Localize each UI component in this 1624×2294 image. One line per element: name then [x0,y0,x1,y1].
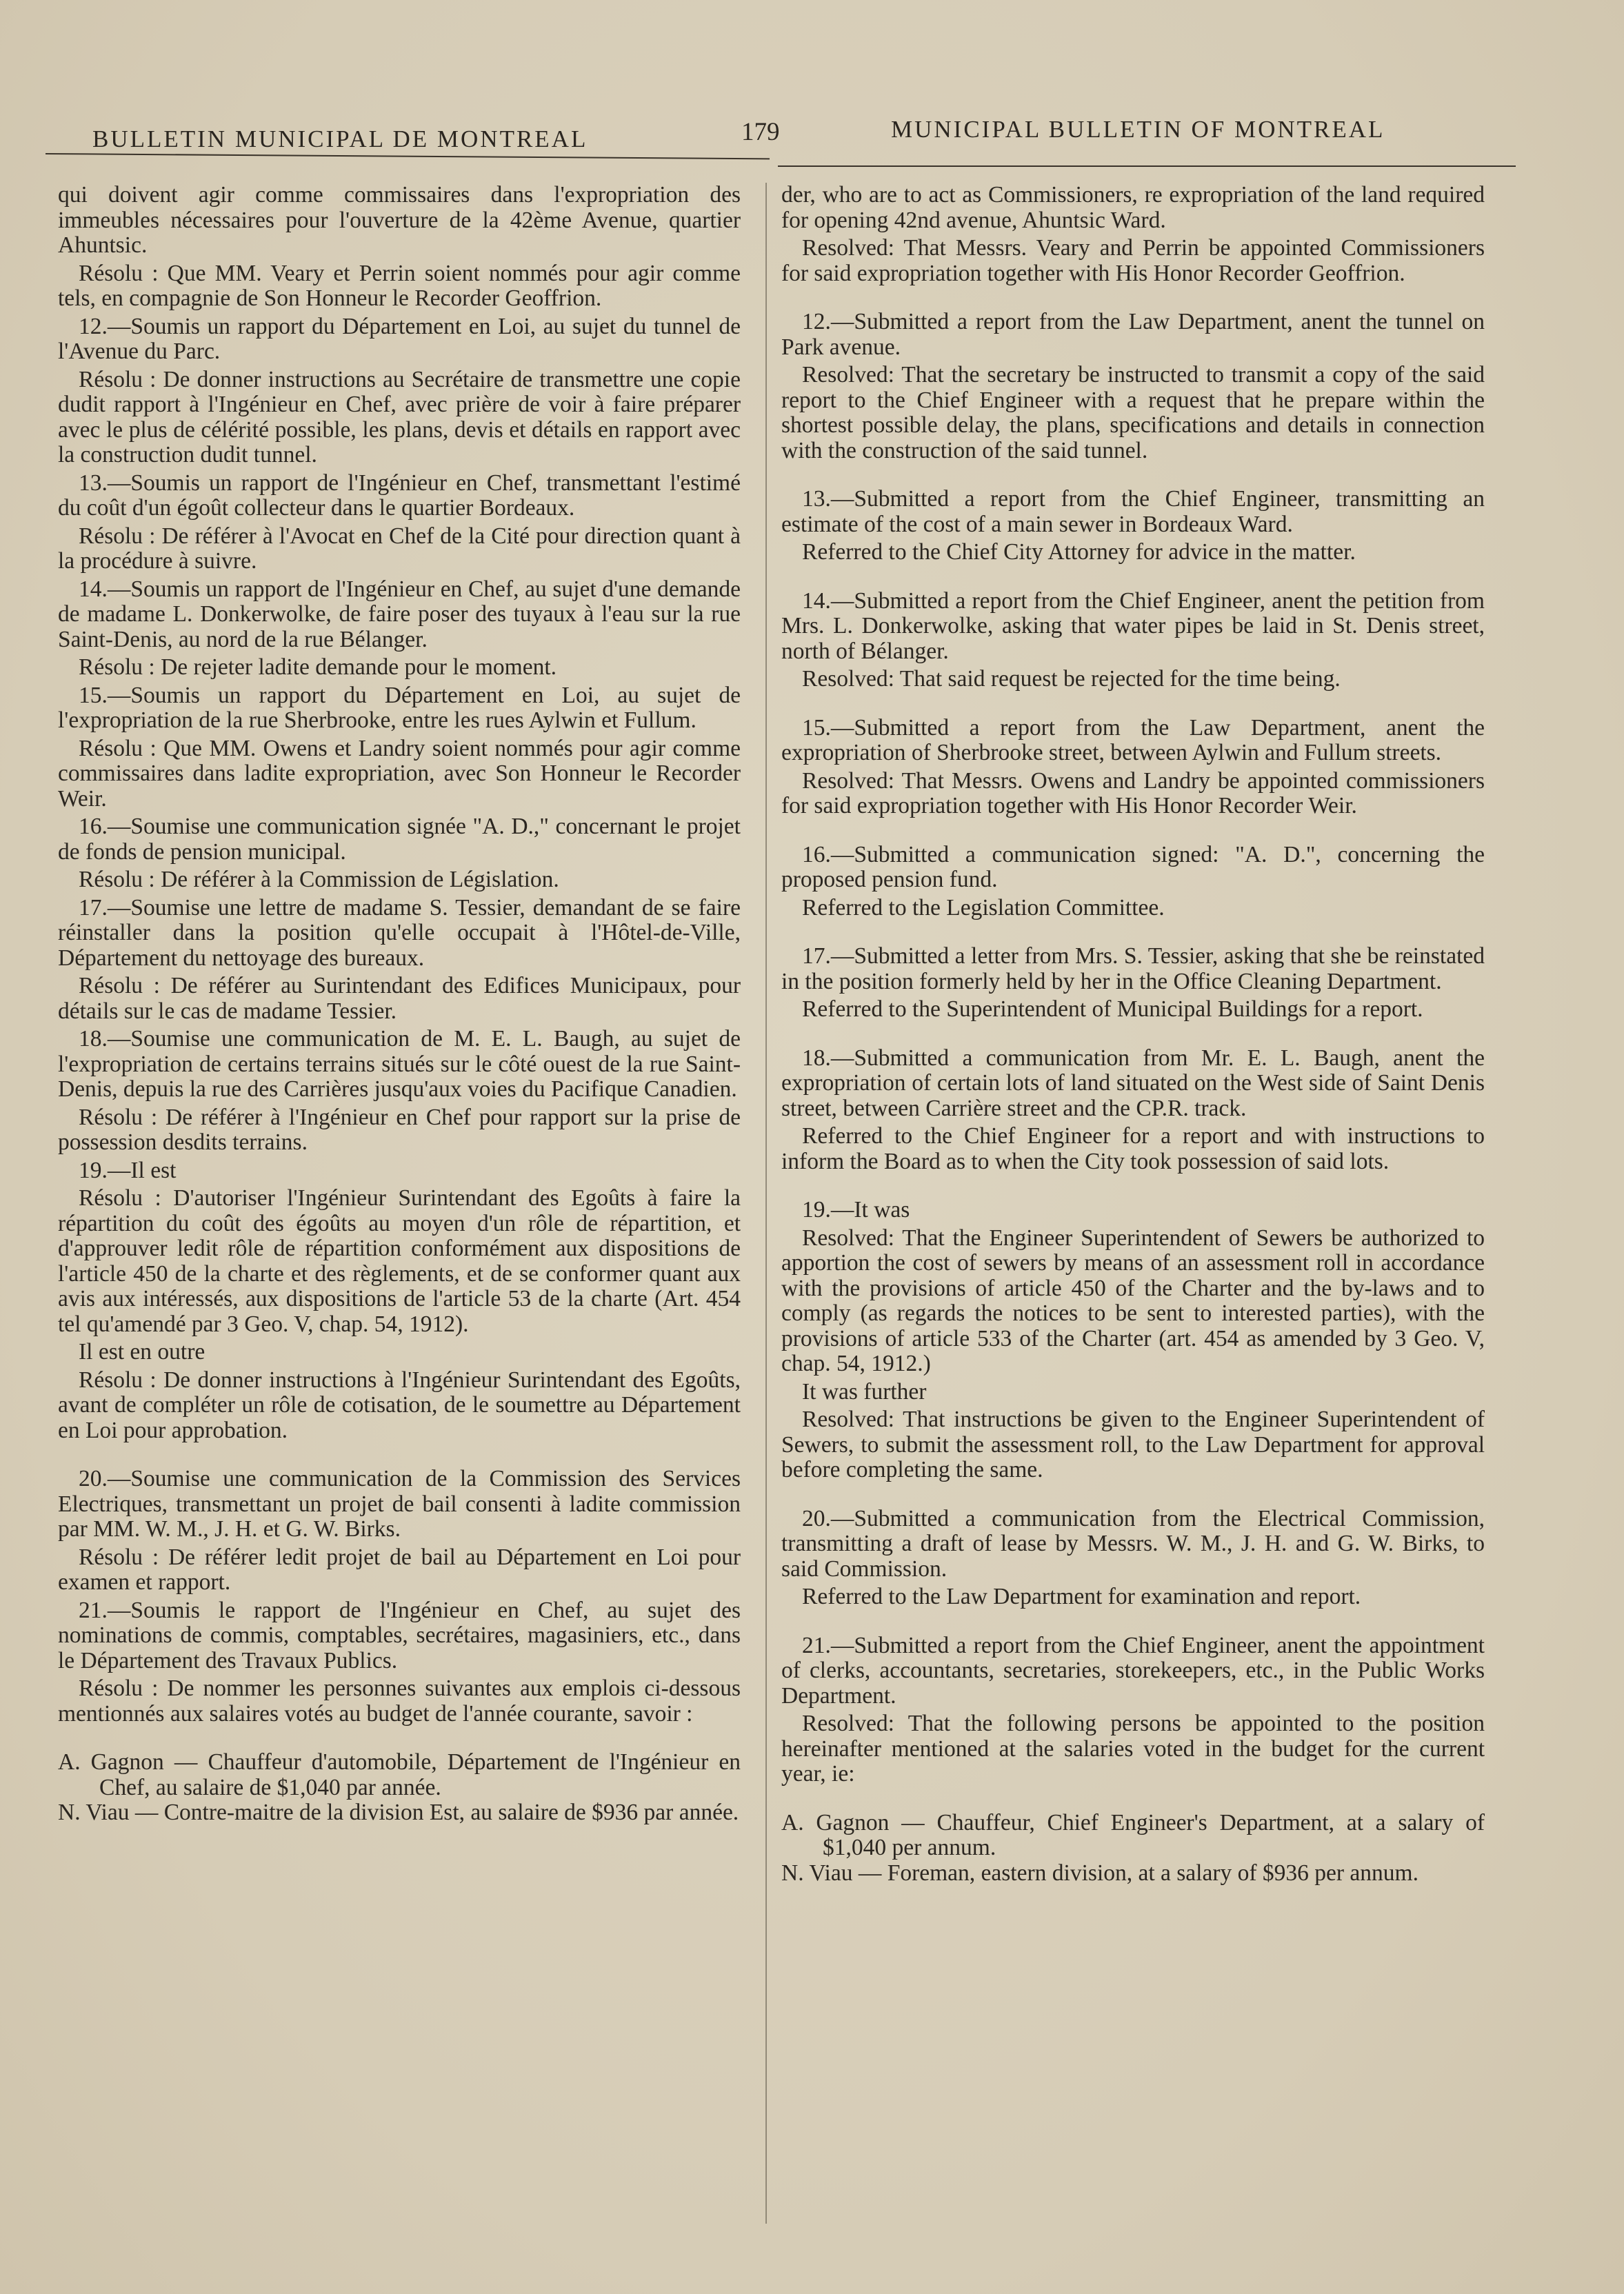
agenda-item-17: 17.—Soumise une lettre de madame S. Tessier, demandant de se faire réinstaller dans la position qu'elle occupait à l'Hôtel-de-Ville, Département du nettoyage des bureaux. [58,894,741,971]
resolution: Referred to the Superintendent of Municipal Buildings for a report. [802,996,1423,1022]
agenda-item-13: 13.—Soumis un rapport de l'Ingénieur en Chef, transmettant l'estimé du coût d'un égoût collecteur dans le quartier Bordeaux. [58,470,741,521]
agenda-item-21: 21.—Submitted a report from the Chief Engineer, anent the appointment of clerks, accountants, secretaries, storekeepers, etc., in the Public Works Department. [781,1632,1485,1709]
appointment-entry: N. Viau — Contre-maitre de la division Est, au salaire de $936 par année. [58,1800,739,1825]
agenda-item-19: 19.—Il est [79,1157,177,1183]
agenda-item-18: 18.—Submitted a communication from Mr. E. L. Baugh, anent the expropriation of certain lots of land situated on the West side of Saint Denis street, between Carrière street and the CP.R. track. [781,1045,1485,1121]
appointment-entry: N. Viau — Foreman, eastern division, at a salary of $936 per annum. [781,1860,1419,1886]
resolution: Referred to the Chief City Attorney for advice in the matter. [802,539,1356,565]
agenda-item-12: 12.—Soumis un rapport du Département en Loi, au sujet du tunnel de l'Avenue du Parc. [58,313,741,364]
resolution: Resolved: That the secretary be instructed to transmit a copy of the said report to the Chief Engineer with a request that he prepare within the shortest possible delay, the plans, specifications and details in connection with the construction of the said tunnel. [781,362,1485,463]
resolution: Résolu : D'autoriser l'Ingénieur Surintendant des Egoûts à faire la répartition du coût des égoûts au moyen d'un rôle de répartition, et d'approuver ledit rôle de répartition conformément aux dispositions de l'article 450 de la charte et des règlements, et de se conformer quant aux avis aux intéressés, aux dispositions de l'article 53 de la charte (Art. 454 tel qu'amendé par 3 Geo. V, chap. 54, 1912). [58,1185,741,1337]
column-divider [765,183,767,2224]
resolution: Referred to the Legislation Committee. [802,894,1165,920]
agenda-item-20: 20.—Submitted a communication from the Electrical Commission, transmitting a draft of lease by Messrs. W. M., J. H. and G. W. Birks, to said Commission. [781,1505,1485,1582]
resolution: Résolu : De référer ledit projet de bail au Département en Loi pour examen et rapport. [58,1544,741,1595]
paragraph: der, who are to act as Commissioners, re expropriation of the land required for opening 42nd avenue, Ahuntsic Ward. [781,182,1485,233]
appointment-entry: A. Gagnon — Chauffeur d'automobile, Département de l'Ingénieur en Chef, au salaire de $1,040 par année. [58,1749,741,1800]
paragraph: It was further [802,1378,927,1405]
header-title-english: MUNICIPAL BULLETIN OF MONTREAL [891,116,1385,143]
resolution: Résolu : De donner instructions au Secrétaire de transmettre une copie dudit rapport à l'Ingénieur en Chef, avec prière de voir à faire préparer avec le plus de célérité possible, les plans, devis et détails en rapport avec la construction dudit tunnel. [58,366,741,467]
agenda-item-18: 18.—Soumise une communication de M. E. L. Baugh, au sujet de l'expropriation de certains terrains situés sur le côté ouest de la rue Saint-Denis, depuis la rue des Carrières jusqu'aux voies du Pacifique Canadien. [58,1026,741,1102]
french-column [58,183,741,1826]
agenda-item-20: 20.—Soumise une communication de la Commission des Services Electriques, transmettant un projet de bail consenti à ladite commission par MM. W. M., J. H. et G. W. Birks. [58,1466,741,1542]
agenda-item-19: 19.—It was [802,1197,910,1223]
agenda-item-15: 15.—Submitted a report from the Law Department, anent the expropriation of Sherbrooke street, between Aylwin and Fullum streets. [781,714,1485,765]
agenda-item-13: 13.—Submitted a report from the Chief Engineer, transmitting an estimate of the cost of a main sewer in Bordeaux Ward. [781,486,1485,537]
header-title-french: BULLETIN MUNICIPAL DE MONTREAL [92,125,588,152]
resolution: Referred to the Chief Engineer for a report and with instructions to inform the Board as to when the City took possession of said lots. [781,1123,1485,1174]
resolution: Referred to the Law Department for examination and report. [802,1584,1361,1609]
page-header [0,110,1624,159]
page-number: 179 [741,118,780,146]
resolution: Resolved: That Messrs. Veary and Perrin be appointed Commissioners for said expropriation together with His Honor Recorder Geoffrion. [781,235,1485,286]
agenda-item-17: 17.—Submitted a letter from Mrs. S. Tessier, asking that she be reinstated in the position formerly held by her in the Office Cleaning Department. [781,943,1485,994]
resolution: Résolu : Que MM. Owens et Landry soient nommés pour agir comme commissaires dans ladite expropriation, avec Son Honneur le Recorder Weir. [58,735,741,812]
resolution: Résolu : De référer à l'Avocat en Chef de la Cité pour direction quant à la procédure à suivre. [58,523,741,574]
header-rule-right [778,165,1516,167]
agenda-item-16: 16.—Submitted a communication signed: "A. D.", concerning the proposed pension fund. [781,841,1485,892]
resolution: Résolu : Que MM. Veary et Perrin soient nommés pour agir comme tels, en compagnie de Son Honneur le Recorder Geoffrion. [58,260,741,311]
resolution: Résolu : De rejeter ladite demande pour le moment. [79,654,557,680]
agenda-item-16: 16.—Soumise une communication signée "A. D.," concernant le projet de fonds de pension municipal. [58,814,741,865]
agenda-item-14: 14.—Soumis un rapport de l'Ingénieur en Chef, au sujet d'une demande de madame L. Donkerwolke, de faire poser des tuyaux à l'eau sur la rue Saint-Denis, au nord de la rue Bélanger. [58,576,741,652]
resolution: Resolved: That the Engineer Superintendent of Sewers be authorized to apportion the cost of sewers by means of an assessment roll in accordance with the provisions of article 450 of the Charter and the by-laws and to comply (as regards the notices to be sent to interested parties), with the provisions of article 533 of the Charter (art. 454 as amended by 3 Geo. V, chap. 54, 1912.) [781,1225,1485,1376]
appointment-entry: A. Gagnon — Chauffeur, Chief Engineer's Department, at a salary of $1,040 per annum. [781,1809,1485,1860]
resolution: Resolved: That the following persons be appointed to the position hereinafter mentioned at the salaries voted in the budget for the current year, ie: [781,1711,1485,1787]
english-column [781,183,1485,1886]
resolution: Resolved: That said request be rejected for the time being. [802,666,1341,692]
resolution: Résolu : De nommer les personnes suivantes aux emplois ci-dessous mentionnés aux salaires votés au budget de l'année courante, savoir : [58,1676,741,1727]
agenda-item-14: 14.—Submitted a report from the Chief Engineer, anent the petition from Mrs. L. Donkerwolke, asking that water pipes be laid in St. Denis street, north of Bélanger. [781,587,1485,664]
paragraph: qui doivent agir comme commissaires dans l'expropriation des immeubles nécessaires pour l'ouverture de la 42ème Avenue, quartier Ahuntsic. [58,182,741,258]
resolution: Résolu : De référer à la Commission de Législation. [79,867,559,892]
resolution: Résolu : De référer à l'Ingénieur en Chef pour rapport sur la prise de possession desdits terrains. [58,1104,741,1155]
resolution: Résolu : De référer au Surintendant des Edifices Municipaux, pour détails sur le cas de madame Tessier. [58,973,741,1024]
agenda-item-12: 12.—Submitted a report from the Law Department, anent the tunnel on Park avenue. [781,309,1485,360]
agenda-item-15: 15.—Soumis un rapport du Département en Loi, au sujet de l'expropriation de la rue Sherbrooke, entre les rues Aylwin et Fullum. [58,682,741,733]
resolution: Résolu : De donner instructions à l'Ingénieur Surintendant des Egoûts, avant de compléter un rôle de cotisation, de le soumettre au Département en Loi pour approbation. [58,1367,741,1443]
agenda-item-21: 21.—Soumis le rapport de l'Ingénieur en Chef, au sujet des nominations de commis, comptables, secrétaires, magasiniers, etc., dans le Département des Travaux Publics. [58,1597,741,1673]
resolution: Resolved: That Messrs. Owens and Landry be appointed commissioners for said expropriation together with His Honor Recorder Weir. [781,767,1485,818]
paragraph: Il est en outre [79,1339,205,1365]
resolution: Resolved: That instructions be given to the Engineer Superintendent of Sewers, to submit the assessment roll, to the Law Department for approval before completing the same. [781,1407,1485,1482]
